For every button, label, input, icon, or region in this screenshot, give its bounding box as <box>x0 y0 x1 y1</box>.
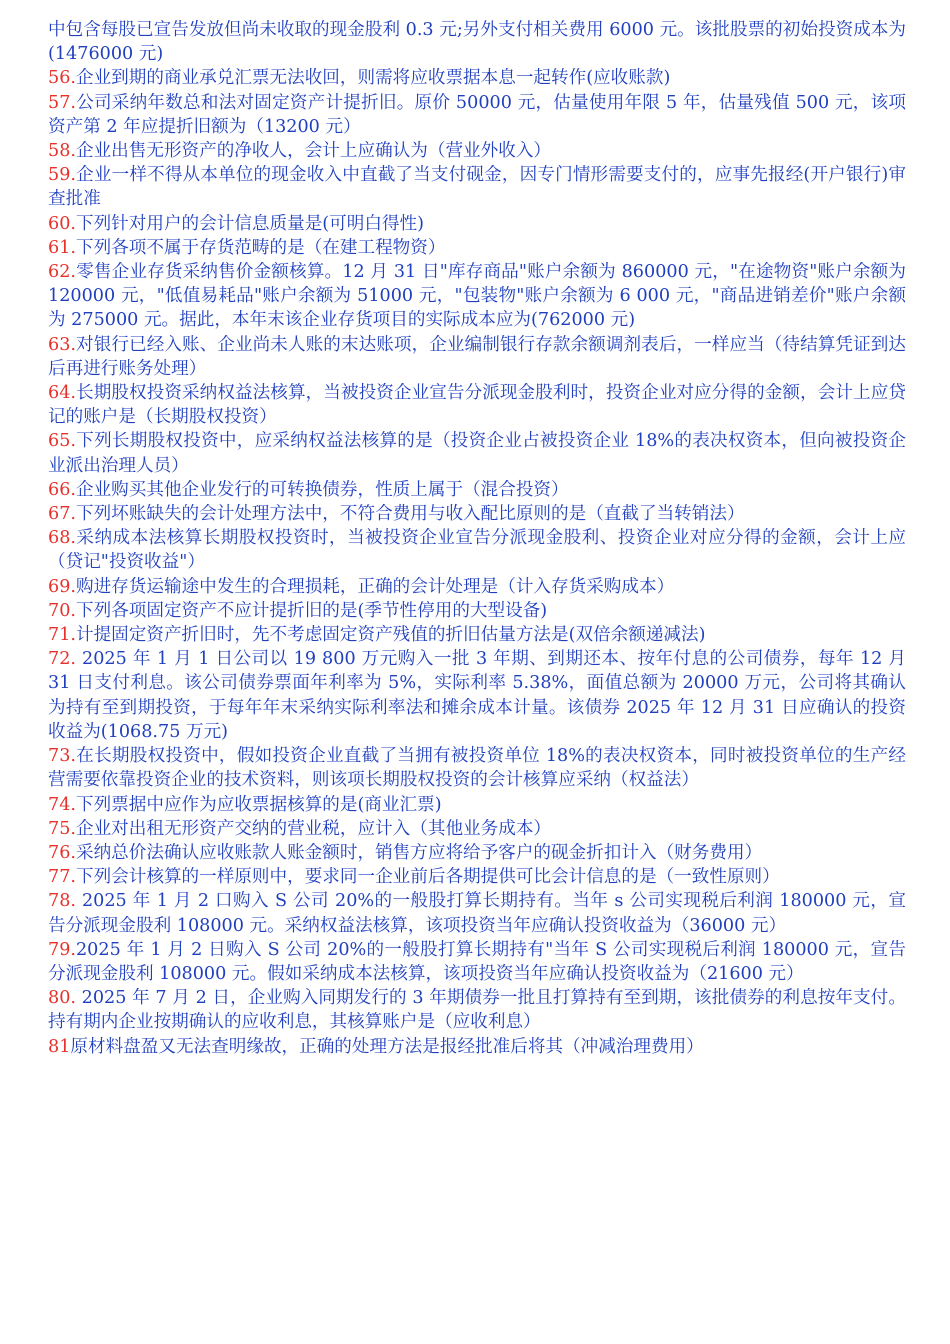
item-text: 零售企业存货采纳售价金额核算。12 月 31 日"库存商品"账户余额为 860000 元，"在途物资"账户余额为 120000 元，"低值易耗品"账户余额为 51000 元，"包装物"账户余额为 6 000 元，"商品进销差价"账户余额为 275000 元。据此，本年末该企业存货项目的实际成本应为(762000 元) <box>48 262 906 331</box>
list-item <box>48 212 906 236</box>
item-number: 79. <box>48 939 76 960</box>
item-text: 2025 年 7 月 2 日，企业购入同期发行的 3 年期债券一批且打算持有至到期，该批债券的利息按年支付。持有期内企业按期确认的应收利息，其核算账户是（应收利息） <box>48 988 906 1033</box>
list-item <box>48 429 906 477</box>
item-number: 76. <box>48 842 76 863</box>
item-text: 企业购买其他企业发行的可转换债券，性质上属于（混合投资） <box>75 479 569 500</box>
list-item <box>48 260 906 333</box>
item-number: 80. <box>48 988 76 1009</box>
item-text: 采纳成本法核算长期股权投资时，当被投资企业宣告分派现金股利、投资企业对应分得的金额，会计上应（贷记"投资收益"） <box>48 528 906 573</box>
item-text: 企业对出租无形资产交纳的营业税，应计入（其他业务成本） <box>75 818 552 839</box>
list-item <box>48 526 906 574</box>
item-number: 63. <box>48 334 76 355</box>
list-item <box>48 381 906 429</box>
item-number: 61. <box>48 237 76 258</box>
list-item <box>48 163 906 211</box>
item-number: 75. <box>48 818 76 839</box>
item-number: 62. <box>48 262 76 283</box>
list-item <box>48 575 906 599</box>
item-number: 60. <box>48 213 76 234</box>
item-text: 对银行已经入账、企业尚未人账的末达账项，企业编制银行存款余额调剂表后，一样应当（待结算凭证到达后再进行账务处理） <box>48 334 906 379</box>
item-text: 公司采纳年数总和法对固定资产计提折旧。原价 50000 元，估量使用年限 5 年，估量残值 500 元，该项资产第 2 年应提折旧额为（13200 元） <box>48 92 906 137</box>
item-number: 65. <box>48 431 76 452</box>
item-text: 采纳总价法确认应收账款人账金额时，销售方应将给予客户的砚金折扣计入（财务费用） <box>75 842 763 863</box>
list-item <box>48 623 906 647</box>
item-text: 计提固定资产折旧时，先不考虑固定资产残值的折旧估量方法是(双倍余额递减法) <box>75 625 706 646</box>
item-number: 78. <box>48 891 76 912</box>
item-number: 57. <box>48 92 76 113</box>
item-text: 下列坏账缺失的会计处理方法中，不符合费用与收入配比原则的是（直截了当转销法） <box>75 504 745 525</box>
item-number: 74. <box>48 794 76 815</box>
list-item <box>48 793 906 817</box>
list-item <box>48 647 906 744</box>
item-number: 56. <box>48 68 76 89</box>
item-text: 长期股权投资采纳权益法核算，当被投资企业宣告分派现金股利时，投资企业对应分得的金额，会计上应贷记的账户是（长期股权投资） <box>48 383 906 428</box>
item-text: 下列针对用户的会计信息质量是(可明白得性) <box>75 213 424 234</box>
item-number: 72. <box>48 649 76 670</box>
list-item <box>48 599 906 623</box>
item-text: 下列各项不属于存货范畴的是（在建工程物资） <box>75 237 446 258</box>
item-number: 77. <box>48 867 76 888</box>
item-number: 66. <box>48 479 76 500</box>
item-number: 70. <box>48 600 76 621</box>
item-text: 2025 年 1 月 2 口购入 S 公司 20%的一般股打算长期持有。当年 s 公司实现税后利润 180000 元，宣告分派现金股利 108000 元。采纳权益法核算，该项投资当年应确认投资收益为（36000 元） <box>48 891 906 936</box>
item-text: 2025 年 1 月 2 日购入 S 公司 20%的一般股打算长期持有"当年 S 公司实现税后利润 180000 元，宣告分派现金股利 108000 元。假如采纳成本法核算，该项投资当年应确认投资收益为（21600 元） <box>48 939 906 984</box>
list-item <box>48 333 906 381</box>
item-number: 64. <box>48 383 76 404</box>
list-item <box>48 1035 906 1059</box>
list-item <box>48 817 906 841</box>
list-item <box>48 502 906 526</box>
item-text: 2025 年 1 月 1 日公司以 19 800 万元购入一批 3 年期、到期还本、按年付息的公司债券，每年 12 月 31 日支付利息。该公司债券票面年利率为 5%，实际利率 5.38%，面值总额为 20000 万元，公司将其确认为持有至到期投资，于每年年末采纳实际利率法和摊余成本计量。该债券 2025 年 12 月 31 日应确认的投资收益为(1068.75 万元) <box>48 649 906 742</box>
item-text: 企业一样不得从本单位的现金收入中直截了当支付砚金，因专门情形需要支付的，应事先报经(开户银行)审查批准 <box>48 165 906 210</box>
item-number: 81 <box>48 1036 71 1057</box>
list-item <box>48 91 906 139</box>
item-text: 中包含每股已宣告发放但尚未收取的现金股利 0.3 元;另外支付相关费用 6000 元。该批股票的初始投资成本为(1476000 元) <box>48 20 906 65</box>
item-number: 68. <box>48 528 76 549</box>
item-number: 59. <box>48 165 76 186</box>
list-item <box>48 478 906 502</box>
item-text: 企业出售无形资产的净收人，会计上应确认为（营业外收入） <box>75 141 552 162</box>
list-item <box>48 841 906 865</box>
item-text: 下列长期股权投资中，应采纳权益法核算的是（投资企业占被投资企业 18%的表决权资本，但向被投资企业派出治理人员） <box>48 431 906 476</box>
item-number: 58. <box>48 141 76 162</box>
list-item <box>48 889 906 937</box>
list-item <box>48 18 906 66</box>
item-number: 69. <box>48 576 76 597</box>
item-text: 原材料盘盈又无法查明缘故，正确的处理方法是报经批准后将其（冲减治理费用） <box>70 1036 704 1057</box>
item-number: 71. <box>48 625 76 646</box>
item-number: 67. <box>48 504 76 525</box>
list-item <box>48 938 906 986</box>
item-text: 在长期股权投资中，假如投资企业直截了当拥有被投资单位 18%的表决权资本，同时被投资单位的生产经营需要依靠投资企业的技术资料，则该项长期股权投资的会计核算应采纳（权益法） <box>48 746 906 791</box>
list-item <box>48 986 906 1034</box>
item-text: 下列票据中应作为应收票据核算的是(商业汇票) <box>75 794 442 815</box>
list-item <box>48 744 906 792</box>
item-text: 下列各项固定资产不应计提折旧的是(季节性停用的大型设备) <box>75 600 548 621</box>
list-item <box>48 66 906 90</box>
item-text: 购进存货运输途中发生的合理损耗，正确的会计处理是（计入存货采购成本） <box>75 576 675 597</box>
item-number: 73. <box>48 746 76 767</box>
item-text: 下列会计核算的一样原则中，要求同一企业前后各期提供可比会计信息的是（一致性原则） <box>75 867 780 888</box>
list-item <box>48 865 906 889</box>
list-item <box>48 139 906 163</box>
list-item <box>48 236 906 260</box>
item-text: 企业到期的商业承兑汇票无法收回，则需将应收票据本息一起转作(应收账款) <box>75 68 671 89</box>
